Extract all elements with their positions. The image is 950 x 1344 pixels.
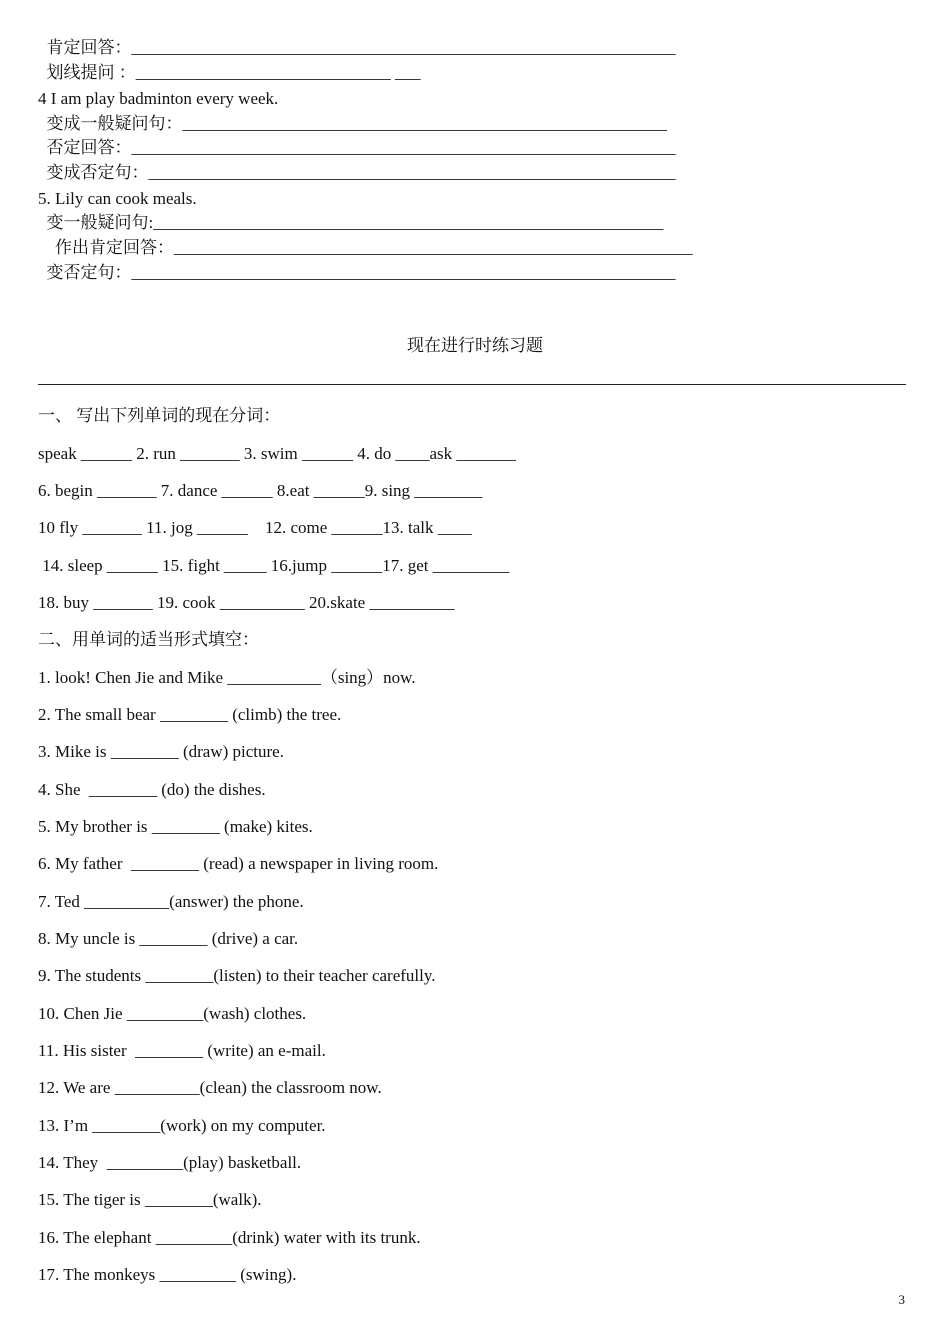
exercise-item: 15. The tiger is ________(walk). — [38, 1190, 262, 1209]
answer-negative-line: 否定回答：________________________________________________________________ — [38, 138, 676, 157]
page-number: 3 — [898, 1292, 905, 1307]
exercise-item: 2. The small bear ________ (climb) the tree. — [38, 705, 342, 724]
negative-sentence-line-2: 变否定句：________________________________________________________________ — [38, 263, 676, 282]
exercise-item: 17. The monkeys _________ (swing). — [38, 1265, 297, 1284]
exercise-item: 9. The students ________(listen) to their teacher carefully. — [38, 966, 436, 985]
word-row: speak ______ 2. run _______ 3. swim ______ 4. do ____ask _______ — [38, 444, 516, 463]
exercise-item: 7. Ted __________(answer) the phone. — [38, 892, 304, 911]
title-rule — [38, 384, 906, 385]
word-row: 18. buy _______ 19. cook __________ 20.skate __________ — [38, 593, 455, 612]
page-title: 现在进行时练习题 — [407, 336, 543, 355]
exercise-item: 11. His sister ________ (write) an e-mail. — [38, 1041, 326, 1060]
exercise-item: 14. They _________(play) basketball. — [38, 1153, 302, 1172]
question-underline-line: 划线提问 ：______________________________ ___ — [38, 63, 421, 82]
exercise-item: 10. Chen Jie _________(wash) clothes. — [38, 1004, 307, 1023]
exercise-item: 4. She ________ (do) the dishes. — [38, 780, 266, 799]
word-row: 14. sleep ______ 15. fight _____ 16.jump ______17. get _________ — [38, 556, 510, 575]
exercise-item: 12. We are __________(clean) the classroom now. — [38, 1078, 382, 1097]
answer-positive-line: 肯定回答：________________________________________________________________ — [38, 38, 676, 57]
exercise-item: 6. My father ________ (read) a newspaper in living room. — [38, 854, 439, 873]
exercise-item: 13. I’m ________(work) on my computer. — [38, 1116, 326, 1135]
word-row: 6. begin _______ 7. dance ______ 8.eat ______9. sing ________ — [38, 481, 483, 500]
word-row: 10 fly _______ 11. jog ______ 12. come ______13. talk ____ — [38, 518, 472, 537]
exercise-item: 8. My uncle is ________ (drive) a car. — [38, 929, 299, 948]
general-question-line: 变成一般疑问句：_________________________________________________________ — [38, 114, 667, 133]
exercise-item: 16. The elephant _________(drink) water with its trunk. — [38, 1228, 421, 1247]
general-question-line-2: 变一般疑问句:____________________________________________________________ — [38, 213, 664, 232]
section2-heading: 二、用单词的适当形式填空： — [38, 630, 259, 649]
sentence-5: 5. Lily can cook meals. — [38, 189, 197, 208]
sentence-4: 4 I am play badminton every week. — [38, 89, 279, 108]
exercise-item: 1. look! Chen Jie and Mike ___________（sing）now. — [38, 668, 416, 687]
answer-positive-line-2: 作出肯定回答：_____________________________________________________________ — [38, 238, 693, 257]
negative-sentence-line: 变成否定句：______________________________________________________________ — [38, 163, 676, 182]
section1-heading: 一、 写出下列单词的现在分词： — [38, 406, 281, 425]
exercise-item: 5. My brother is ________ (make) kites. — [38, 817, 313, 836]
exercise-item: 3. Mike is ________ (draw) picture. — [38, 742, 284, 761]
